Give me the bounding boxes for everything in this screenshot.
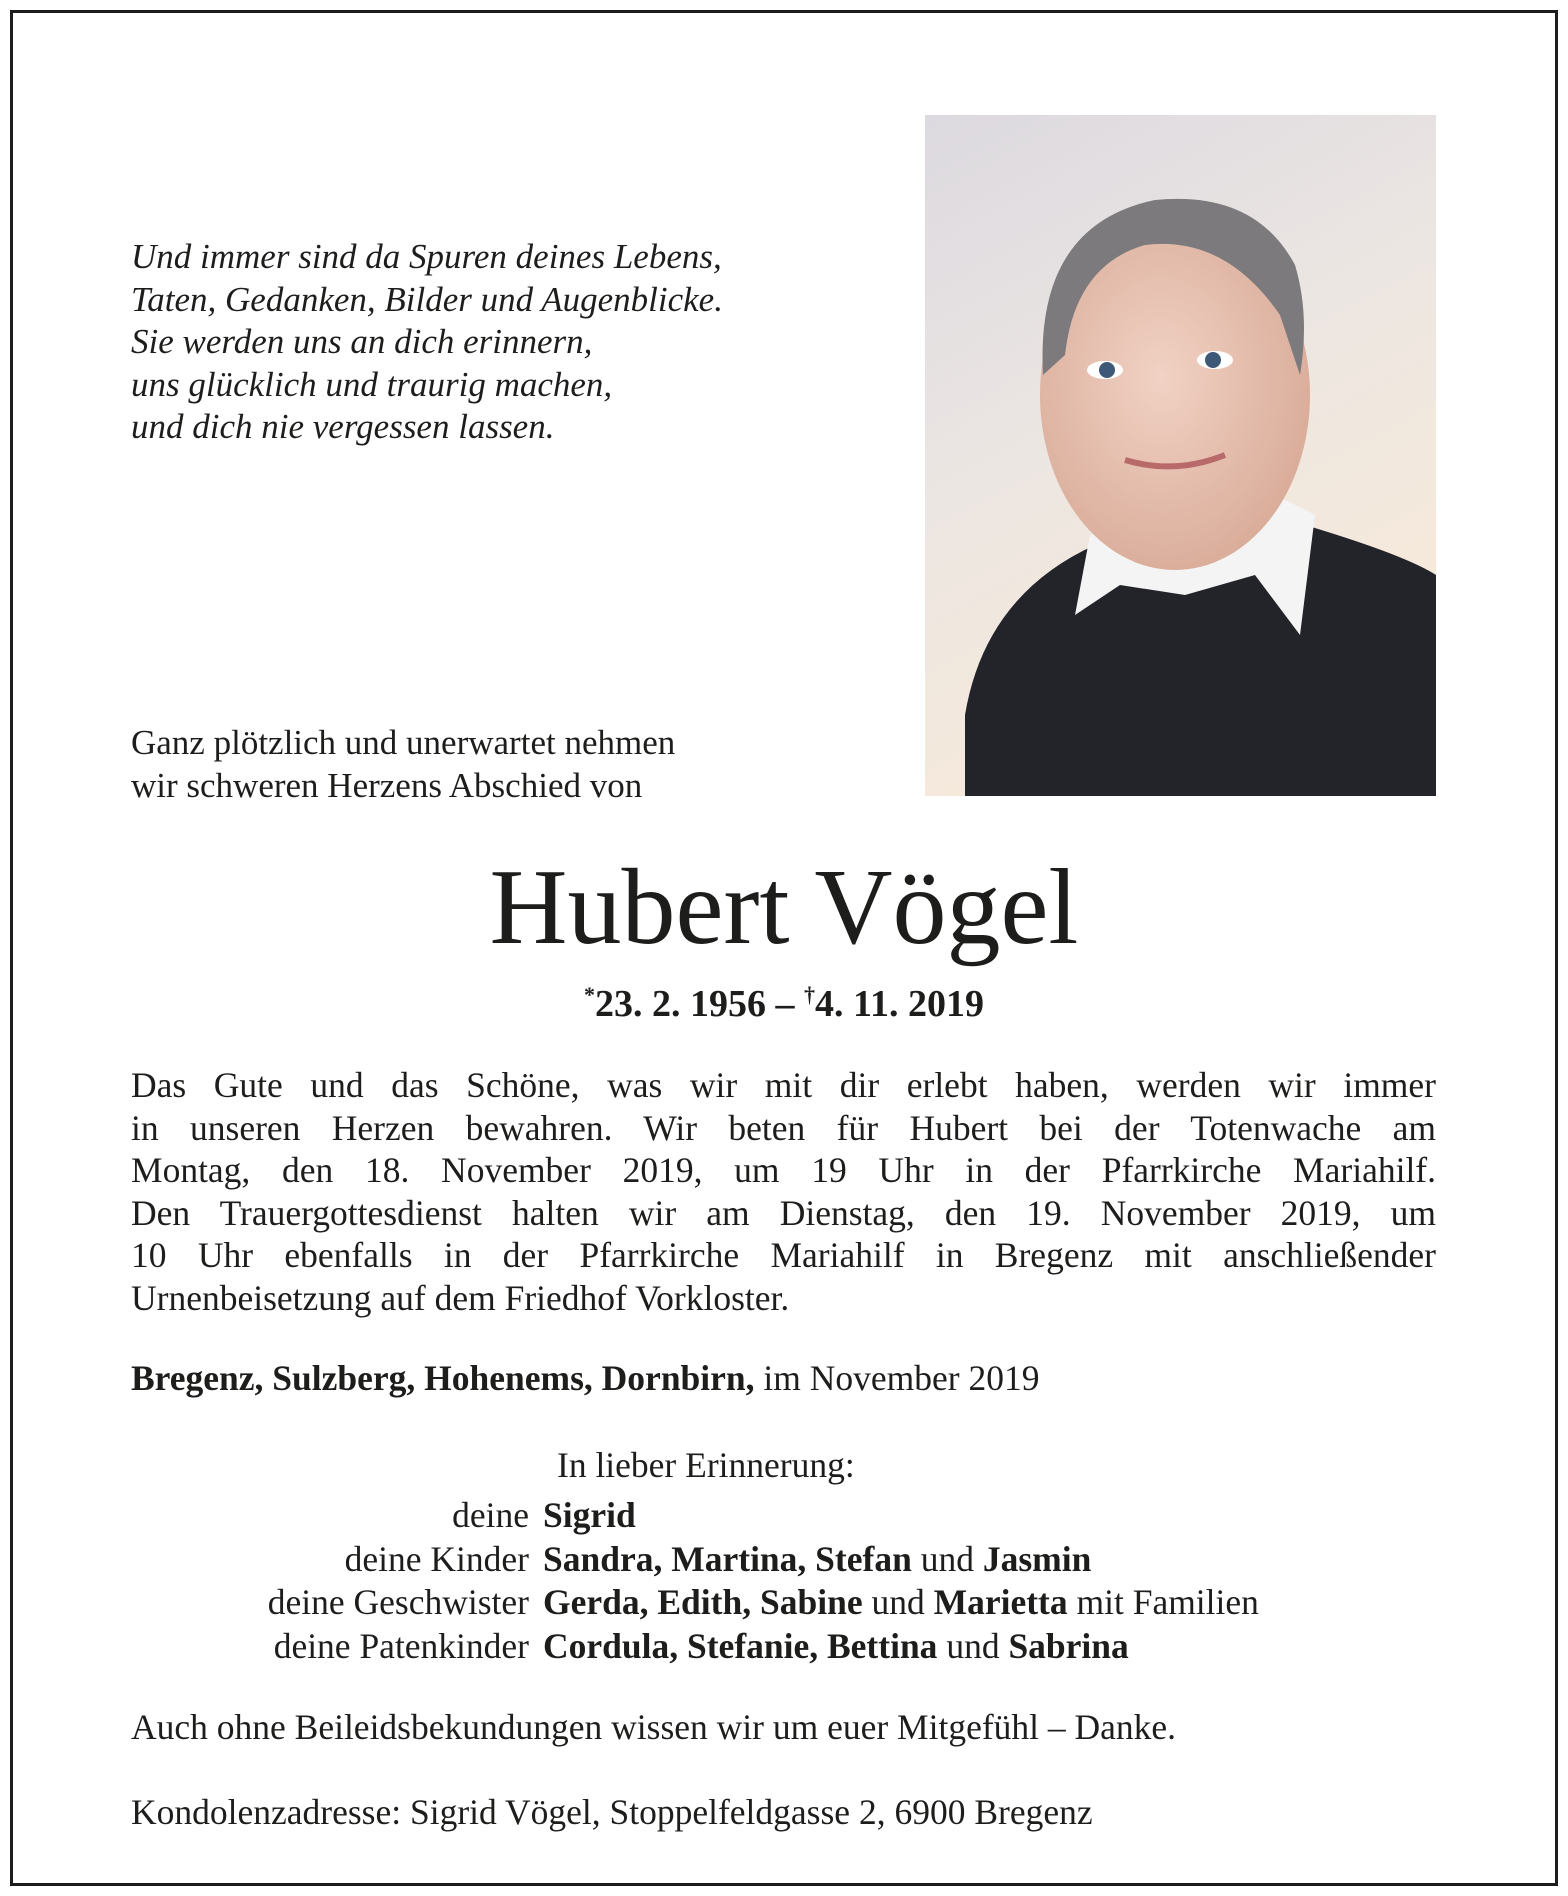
relation-label: deine Kinder xyxy=(344,1538,529,1579)
closing-note: Auch ohne Beileidsbekundungen wissen wir um euer Mitgefühl – Danke. xyxy=(131,1707,1177,1747)
mourner-row xyxy=(0,1625,1259,1669)
relation-label: deine xyxy=(452,1495,529,1535)
poem-line: und dich nie vergessen lassen. xyxy=(131,407,555,446)
mourner-names xyxy=(543,1538,1091,1582)
mourner-row xyxy=(0,1581,1259,1625)
portrait-photo xyxy=(925,115,1436,796)
connector-text: und xyxy=(862,1582,934,1622)
mourner-names xyxy=(543,1625,1129,1669)
connector-text: mit Familien xyxy=(1067,1582,1259,1622)
paragraph-line: Den Trauergottesdienst halten wir am Dienstag, den 19. November 2019, um xyxy=(131,1192,1436,1233)
mourner-name: Jasmin xyxy=(982,1538,1092,1579)
in-memory-heading: In lieber Erinnerung: xyxy=(557,1445,855,1485)
mourners-list xyxy=(0,1494,1259,1668)
connector-text: und xyxy=(937,1625,1009,1666)
birth-date: 23. 2. 1956 xyxy=(595,983,767,1025)
intro-line: Ganz plötzlich und unerwartet nehmen xyxy=(131,723,676,762)
relation-label: deine Geschwister xyxy=(267,1582,529,1622)
poem-line: uns glücklich und traurig machen, xyxy=(131,364,613,404)
mourner-name: Sabrina xyxy=(1008,1625,1129,1666)
mourner-name: Sigrid xyxy=(543,1495,636,1535)
poem-line: Und immer sind da Spuren deines Lebens, xyxy=(131,237,722,276)
mourner-name: Gerda, Edith, Sabine xyxy=(543,1582,863,1622)
memorial-poem xyxy=(131,236,723,449)
intro-line: wir schweren Herzens Abschied von xyxy=(131,765,643,805)
poem-line: Sie werden uns an dich erinnern, xyxy=(131,322,593,361)
deceased-name: Hubert Vögel xyxy=(489,848,1079,967)
relation-label: deine Patenkinder xyxy=(273,1625,529,1666)
mourner-names xyxy=(543,1581,1259,1625)
connector-text: und xyxy=(911,1538,983,1579)
places-date xyxy=(131,1357,1039,1399)
mourner-row xyxy=(0,1494,1259,1538)
life-dates xyxy=(0,982,1568,1026)
paragraph-line: 10 Uhr ebenfalls in der Pfarrkirche Mariahilf in Bregenz mit anschließender xyxy=(131,1235,1436,1275)
mourner-row xyxy=(0,1538,1259,1582)
birth-symbol: * xyxy=(584,982,596,1007)
mourner-name: Marietta xyxy=(933,1582,1068,1622)
paragraph-line: Das Gute und das Schöne, was wir mit dir erlebt haben, werden wir immer xyxy=(131,1065,1436,1105)
paragraph-line: Montag, den 18. November 2019, um 19 Uhr in der Pfarrkirche Mariahilf. xyxy=(131,1150,1436,1190)
month-year: im November 2019 xyxy=(754,1358,1040,1398)
towns: Bregenz, Sulzberg, Hohenems, Dornbirn, xyxy=(131,1358,755,1398)
paragraph-line: in unseren Herzen bewahren. Wir beten für Hubert bei der Totenwache am xyxy=(131,1107,1436,1148)
mourner-name: Cordula, Stefanie, Bettina xyxy=(543,1625,938,1666)
service-details xyxy=(131,1064,1436,1319)
condolence-address: Kondolenzadresse: Sigrid Vögel, Stoppelfeldgasse 2, 6900 Bregenz xyxy=(131,1792,1093,1832)
poem-line: Taten, Gedanken, Bilder und Augenblicke. xyxy=(131,279,723,319)
date-separator: – xyxy=(766,983,805,1025)
death-date: 4. 11. 2019 xyxy=(815,983,984,1025)
paragraph-line: Urnenbeisetzung auf dem Friedhof Vorkloster. xyxy=(131,1277,790,1318)
death-symbol: † xyxy=(804,982,816,1007)
mourner-names xyxy=(543,1494,636,1538)
intro-text xyxy=(131,722,675,807)
mourner-name: Sandra, Martina, Stefan xyxy=(543,1538,912,1579)
